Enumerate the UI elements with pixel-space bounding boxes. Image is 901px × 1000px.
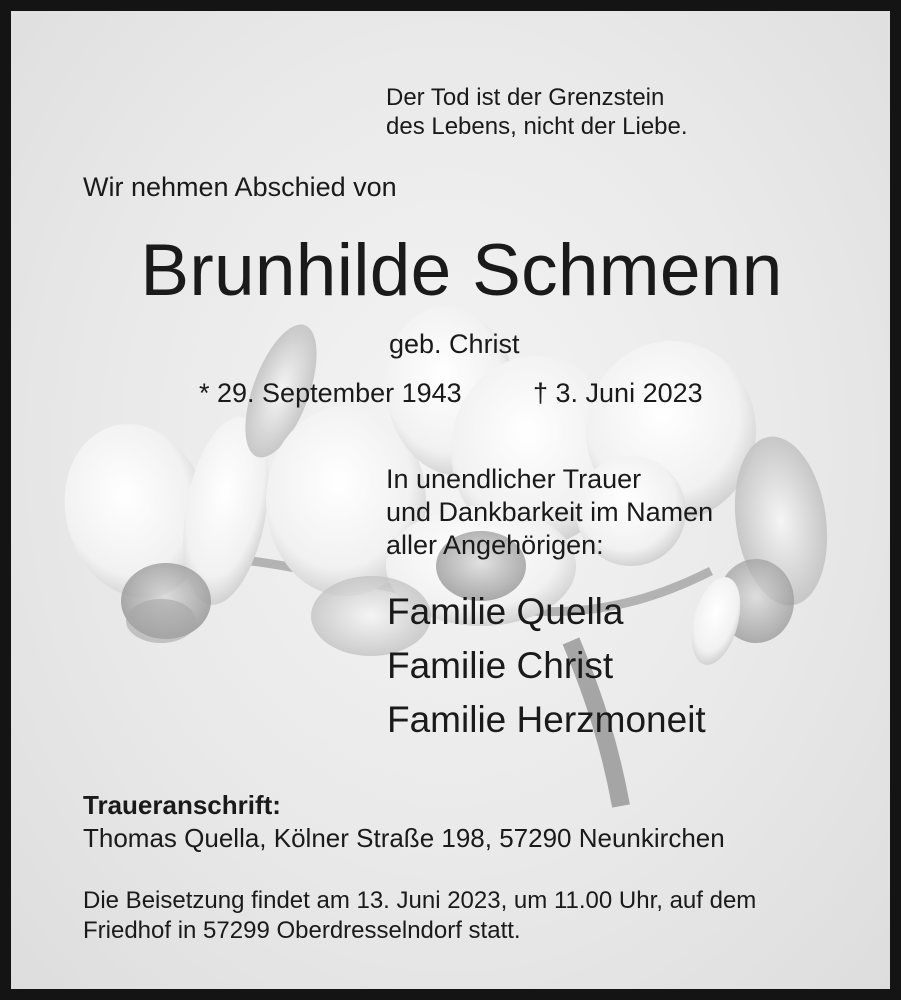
mourning-line: und Dankbarkeit im Namen (386, 497, 714, 527)
family-list (387, 585, 706, 747)
address-text: Thomas Quella, Kölner Straße 198, 57290 Neunkirchen (83, 823, 725, 853)
deceased-name: Brunhilde Schmenn (140, 230, 783, 311)
funeral-line: Friedhof in 57299 Oberdresselndorf statt. (83, 917, 521, 944)
family-name: Familie Quella (387, 591, 624, 632)
address-label: Traueranschrift: (83, 790, 281, 820)
mourning-line: In unendlicher Trauer (386, 464, 642, 494)
quote-line: des Lebens, nicht der Liebe. (386, 113, 688, 140)
family-name: Familie Herzmoneit (387, 699, 706, 740)
funeral-info (83, 886, 756, 946)
funeral-line: Die Beisetzung findet am 13. Juni 2023, um 11.00 Uhr, auf dem (83, 887, 757, 914)
death-date: † 3. Juni 2023 (533, 378, 703, 408)
family-name: Familie Christ (387, 645, 614, 686)
mourning-line: aller Angehörigen: (386, 530, 604, 560)
birth-name: geb. Christ (389, 329, 520, 359)
birth-date: * 29. September 1943 (199, 378, 462, 408)
mourning-text (386, 463, 713, 562)
quote (386, 83, 688, 141)
intro-text: Wir nehmen Abschied von (83, 172, 397, 202)
quote-line: Der Tod ist der Grenzstein (386, 84, 665, 111)
